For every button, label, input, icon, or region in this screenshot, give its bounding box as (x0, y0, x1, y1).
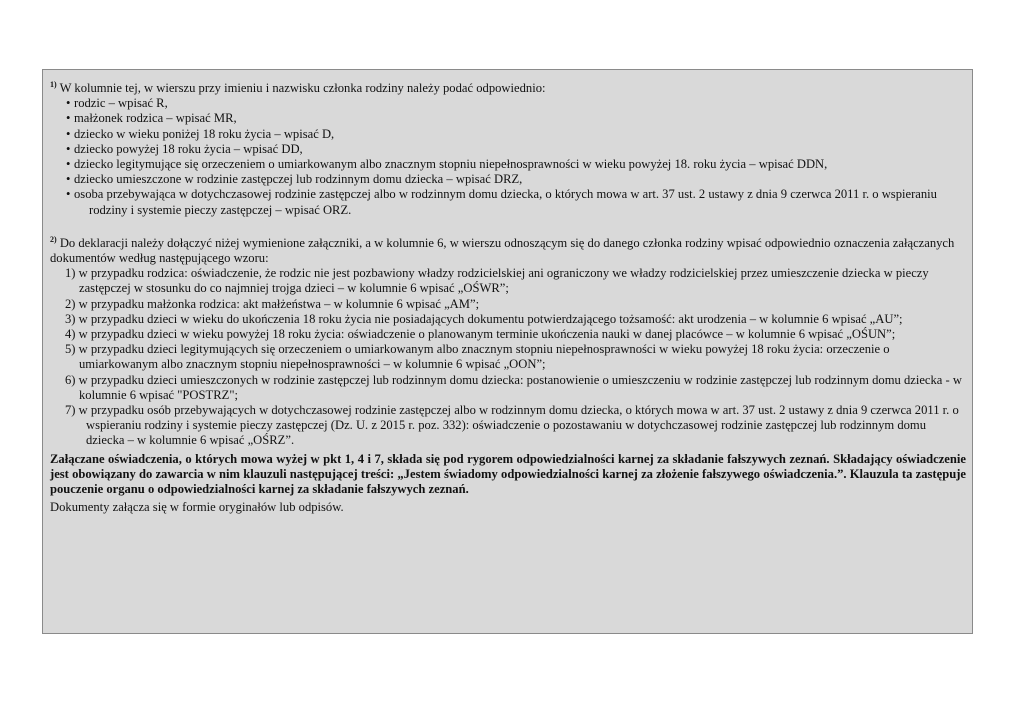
footnotes-panel (42, 69, 973, 634)
footnote-1-marker: 1) (50, 80, 57, 89)
attachment-item-3: 3) w przypadku dzieci w wieku do ukończenia 18 roku życia nie posiadających dokumentu potwierdzającego tożsamość: akt urodzenia – w kolumnie 6 wpisać „AU”; (65, 311, 903, 326)
list-item-malzonek: • małżonek rodzica – wpisać MR, (50, 111, 966, 126)
documents-note: Dokumenty załącza się w formie oryginałów lub odpisów. (50, 500, 344, 515)
footnote-1 (50, 81, 966, 218)
attachment-item-4: 4) w przypadku dzieci w wieku powyżej 18 roku życia: oświadczenie o planowanym terminie ukończenia nauki w danej placówce – w kolumnie 6 wpisać „OŚUN”; (65, 327, 896, 342)
list-item-dziecko-umieszczone: • dziecko umieszczone w rodzinie zastępczej lub rodzinnym domu dziecka – wpisać DRZ, (50, 172, 966, 187)
attachment-item-5: 5) w przypadku dzieci legitymujących się orzeczeniem o umiarkowanym albo znacznym stopniu niepełnosprawności w wieku powyżej 18 roku życia: orzeczenie o umiarkowanym albo znacznym stopniu niepełnosprawności – w kolumnie 6 wpisać „OON”; (65, 342, 890, 372)
list-item-dziecko-ponizej-18: • dziecko w wieku poniżej 18 roku życia – wpisać D, (50, 127, 966, 142)
footnote-1-intro (50, 81, 966, 96)
footnote-2-intro-text: Do deklaracji należy dołączyć niżej wymienione załączniki, a w kolumnie 6, w wierszu odnoszącym się do danego członka rodziny wpisać odpowiednio oznaczenia załączanych dokumentów według następującego wzoru: (50, 235, 955, 266)
footnote-2-marker: 2) (50, 234, 57, 244)
attachment-item-7: 7) w przypadku osób przebywających w dotychczasowej rodzinie zastępczej albo w rodzinnym domu dziecka, o których mowa w art. 37 ust. 2 ustawy z dnia 9 czerwca 2011 r. o wspieraniu rodziny i systemie pieczy zastępczej (Dz. U. z 2015 r. poz. 332): oświadczenie o pozostawaniu w dotychczasowej rodzinie zastępczej lub rodzinnym domu dziecka – w kolumnie 6 wpisać „OŚRZ”. (65, 403, 959, 448)
footnote-1-list (50, 96, 966, 218)
footnote-1-intro-text: W kolumnie tej, w wierszu przy imieniu i nazwisku członka rodziny należy podać odpowiednio: (59, 81, 546, 95)
footnote-2-intro (50, 236, 966, 266)
footnote-2 (50, 236, 966, 449)
list-item-dziecko-orzeczenie: • dziecko legitymujące się orzeczeniem o umiarkowanym albo znacznym stopniu niepełnosprawności w wieku powyżej 18. roku życia – wpisać DDN, (50, 157, 966, 172)
footnote-2-list (50, 266, 966, 448)
attachment-item-1: 1) w przypadku rodzica: oświadczenie, że rodzic nie jest pozbawiony władzy rodzicielskiej ani ograniczony we władzy rodzicielskiej przez umieszczenie dziecka w pieczy zastępczej w stosunku do co najmniej trojga dzieci – w kolumnie 6 wpisać „OŚWR”; (65, 266, 929, 296)
penalty-statement: Załączane oświadczenia, o których mowa wyżej w pkt 1, 4 i 7, składa się pod rygorem odpowiedzialności karnej za składanie fałszywych zeznań. Składający oświadczenie jest obowiązany do zawarcia w nim klauzuli następującej treści: „Jestem świadomy odpowiedzialności karnej za złożenie fałszywego oświadczenia.”. Klauzula ta zastępuje pouczenie organu o odpowiedzialności karnej za składanie fałszywych zeznań. (50, 451, 966, 497)
list-item-dziecko-powyzej-18: • dziecko powyżej 18 roku życia – wpisać DD, (50, 142, 966, 157)
list-item-osoba-przebywajaca: • osoba przebywająca w dotychczasowej rodzinie zastępczej albo w rodzinnym domu dziecka, o których mowa w art. 37 ust. 2 ustawy z dnia 9 czerwca 2011 r. o wspieraniu rodziny i systemie pieczy zastępczej – wpisać ORZ. (50, 187, 966, 217)
attachment-item-2: 2) w przypadku małżonka rodzica: akt małżeństwa – w kolumnie 6 wpisać „AM”; (65, 296, 480, 311)
attachment-item-6: 6) w przypadku dzieci umieszczonych w rodzinie zastępczej lub rodzinnym domu dziecka: postanowienie o umieszczeniu w rodzinie zastępczej lub rodzinnym domu dziecka - w kolumnie 6 wpisać "POSTRZ"; (65, 372, 962, 402)
list-item-rodzic: • rodzic – wpisać R, (50, 96, 966, 111)
